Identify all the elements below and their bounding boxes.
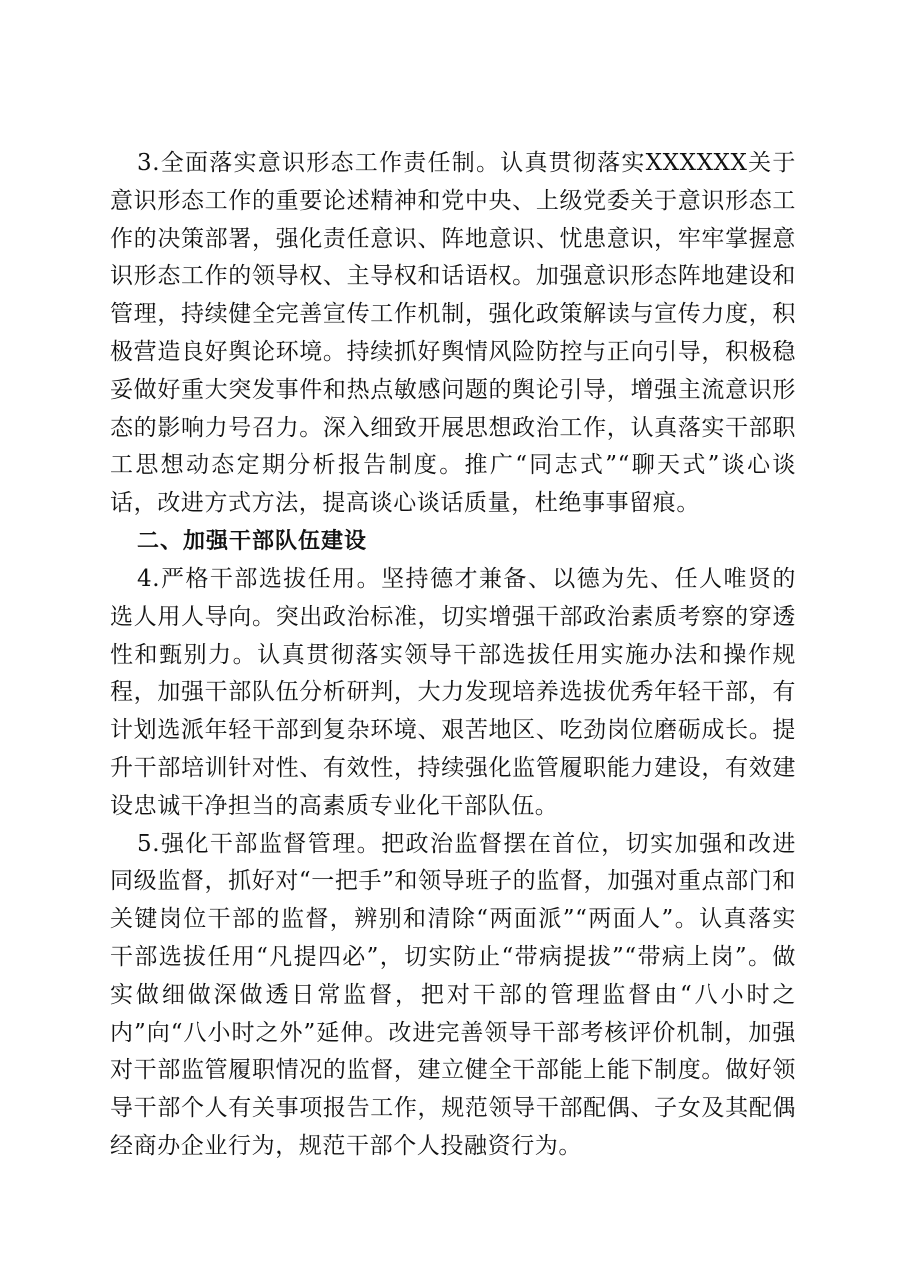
section-heading-cadre-building: 二、加强干部队伍建设 <box>137 528 368 554</box>
paragraph-ideology-responsibility: 3.全面落实意识形态工作责任制。认真贯彻落实XXXXXX关于意识形态工作的重要论述精神和党中央、上级党委关于意识形态工作的决策部署，强化责任意识、阵地意识、忧患意识，牢牢掌握意识形态工作的领导权、主导权和话语权。加强意识形态阵地建设和管理，持续健全完善宣传工作机制，强化政策解读与宣传力度，积极营造良好舆论环境。持续抓好舆情风险防控与正向引导，积极稳妥做好重大突发事件和热点敏感问题的舆论引导，增强主流意识形态的影响力号召力。深入细致开展思想政治工作，认真落实干部职工思想动态定期分析报告制度。推广“同志式”“聊天式”谈心谈话，改进方式方法，提高谈心谈话质量，杜绝事事留痕。 <box>110 150 796 517</box>
paragraph-cadre-supervision: 5.强化干部监督管理。把政治监督摆在首位，切实加强和改进同级监督，抓好对“一把手”和领导班子的监督，加强对重点部门和关键岗位干部的监督，辨别和清除“两面派”“两面人”。认真落实干部选拔任用“凡提四必”，切实防止“带病提拔”“带病上岗”。做实做细做深做透日常监督，把对干部的管理监督由“八小时之内”向“八小时之外”延伸。改进完善领导干部考核评价机制，加强对干部监管履职情况的监督，建立健全干部能上能下制度。做好领导干部个人有关事项报告工作，规范领导干部配偶、子女及其配偶经商办企业行为，规范干部个人投融资行为。 <box>110 830 796 1159</box>
paragraph-cadre-selection: 4.严格干部选拔任用。坚持德才兼备、以德为先、任人唯贤的选人用人导向。突出政治标准，切实增强干部政治素质考察的穿透性和甄别力。认真贯彻落实领导干部选拔任用实施办法和操作规程，加强干部队伍分析研判，大力发现培养选拔优秀年轻干部，有计划选派年轻干部到复杂环境、艰苦地区、吃劲岗位磨砺成长。提升干部培训针对性、有效性，持续强化监管履职能力建设，有效建设忠诚干净担当的高素质专业化干部队伍。 <box>110 565 796 819</box>
document-body <box>110 145 796 1166</box>
